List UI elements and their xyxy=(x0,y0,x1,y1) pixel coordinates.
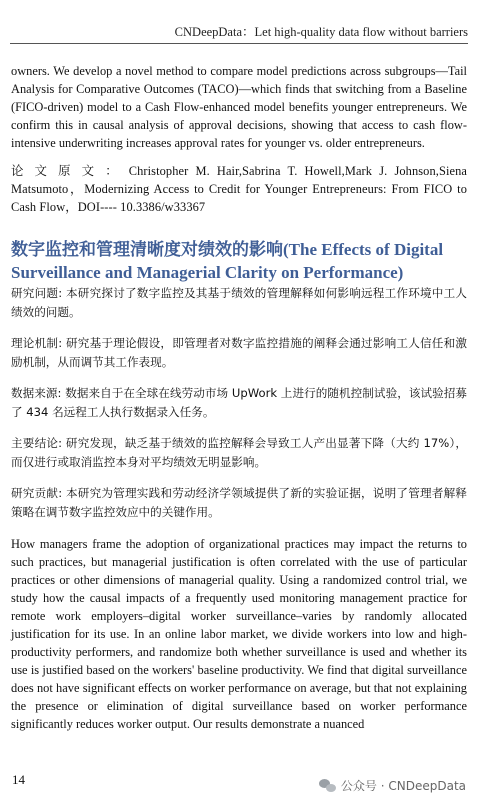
header-divider xyxy=(10,43,468,44)
page-number: 14 xyxy=(12,772,25,787)
paper-citation: 论 文 原 文 ： Christopher M. Hair,Sabrina T. Howell,Mark J. Johnson,Siena Matsumoto，Modernizing Access to Credit for Younger Entrepreneurs: From FICO to Cash Flow，DOI---- 10.3386/w33367 xyxy=(11,164,467,214)
data-source: 数据来源: 数据来自于在全球在线劳动市场 UpWork 上进行的随机控制试验，该试验招募了 434 名远程工人执行数据录入任务。 xyxy=(11,386,467,419)
english-abstract: How managers frame the adoption of organizational practices may impact the returns to such practices, but managerial justification is often correlated with the use of particular practices or other dimensions of managerial quality. Using a randomized control trial, we study how the causal impacts of a frequently used monitoring management practice for remote work employers–digital worker surveillance–varies by randomly allocated justification for its use. In an online labor market, we divide workers into low and high-productivity performers, and randomize both whether surveillance is used and whether its use is justified based on the workers' baseline productivity. We find that digital surveillance does not have significant effects on worker performance on average, but that not explaining the presence or elimination of digital surveillance based on worker performance significantly reduces worker output. Our results demonstrate a nuanced xyxy=(11,537,467,731)
research-contribution: 研究贡献: 本研究为管理实践和劳动经济学领域提供了新的实验证据，说明了管理者解释策略在调节数字监控效应中的关键作用。 xyxy=(11,486,467,519)
theoretical-mechanism: 理论机制: 研究基于理论假设，即管理者对数字监控措施的阐释会通过影响工人信任和激励机制，从而调节其工作表现。 xyxy=(11,336,467,369)
main-findings: 主要结论: 研究发现，缺乏基于绩效的监控解释会导致工人产出显著下降（大约 17%），而仅进行或取消监控本身对平均绩效无明显影响。 xyxy=(11,436,467,469)
section-title: 数字监控和管理清晰度对绩效的影响(The Effects of Digital Surveillance and Managerial Clarity on Performance) xyxy=(11,240,444,282)
previous-paragraph: owners. We develop a novel method to compare model predictions across subgroups—Tail Analysis for Comparative Outcomes (TACO)—which finds that switching from a Baseline (FICO-driven) model to a Cash Flow-enhanced model benefits younger entrepreneurs. We confirm this in causal analysis of approval decisions, showing that access to cash flow-intensive underwriting increases approval rates for younger vs. older entrepreneurs. xyxy=(11,64,467,150)
watermark xyxy=(319,777,466,794)
wechat-icon xyxy=(319,779,337,793)
research-question: 研究问题: 本研究探讨了数字监控及其基于绩效的管理解释如何影响远程工作环境中工人绩效的问题。 xyxy=(11,286,467,319)
watermark-text: 公众号 · CNDeepData xyxy=(340,779,466,793)
running-header: CNDeepData：Let high-quality data flow without barriers xyxy=(174,25,468,39)
page-content xyxy=(11,62,467,733)
